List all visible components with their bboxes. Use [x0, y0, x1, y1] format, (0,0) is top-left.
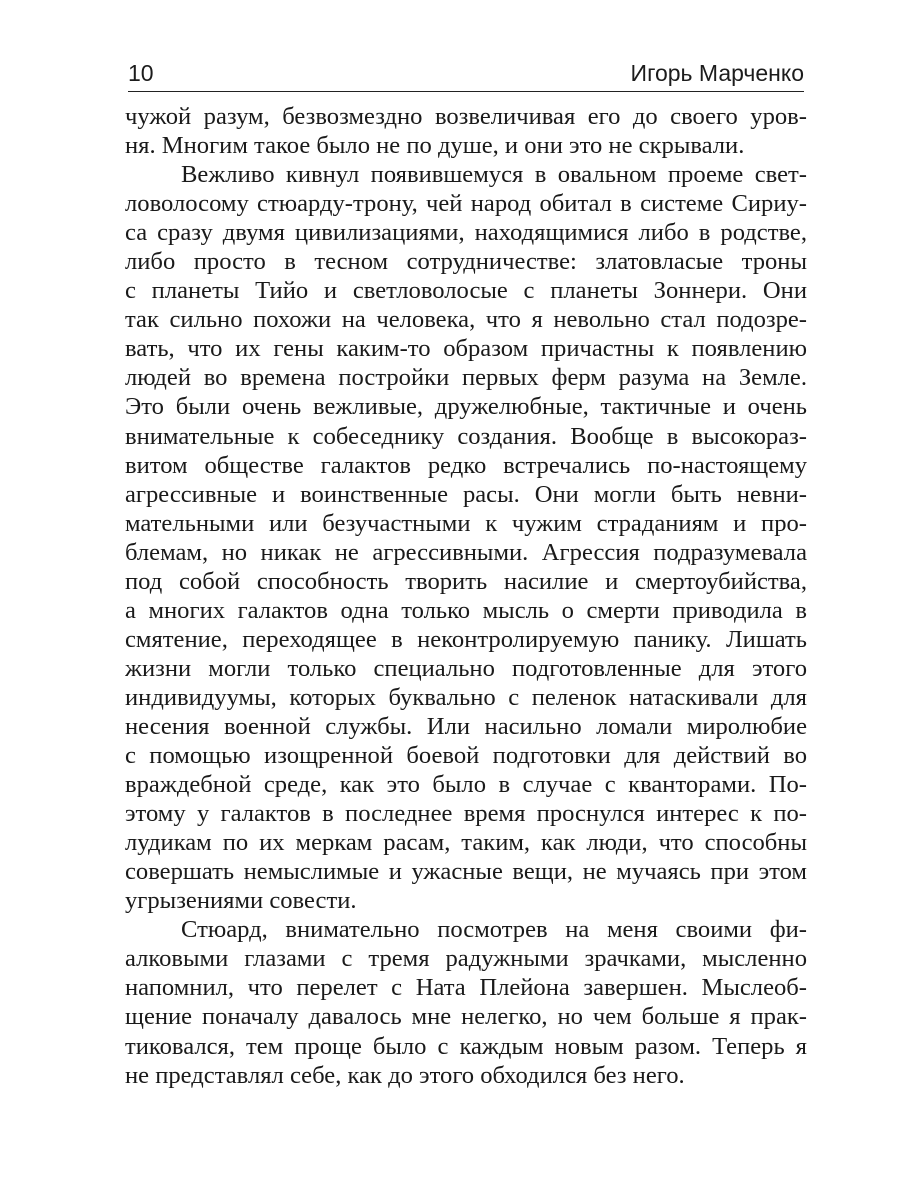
text-line: жизни могли только специально подготовленные для этого	[125, 654, 807, 682]
text-line: щение поначалу давалось мне нелегко, но чем больше я прак-	[125, 1003, 807, 1031]
text-line: с помощью изощренной боевой подготовки для действий во	[125, 742, 807, 770]
text-line: са сразу двумя цивилизациями, находящимися либо в родстве,	[125, 219, 807, 247]
running-head-author: Игорь Марченко	[630, 60, 804, 86]
text-line: алковыми глазами с тремя радужными зрачками, мысленно	[125, 945, 807, 973]
text-line: не представлял себе, как до этого обходился без него.	[125, 1061, 685, 1089]
text-line: ня. Многим такое было не по душе, и они это не скрывали.	[125, 132, 745, 160]
text-line: вать, что их гены каким-то образом причастны к появлению	[125, 335, 807, 363]
text-line: Это были очень вежливые, дружелюбные, тактичные и очень	[125, 393, 807, 421]
text-line: людей во времена постройки первых ферм разума на Земле.	[125, 364, 807, 392]
text-line: с планеты Тийо и светловолосые с планеты Зоннери. Они	[125, 277, 807, 305]
text-line: ловолосому стюарду-трону, чей народ обитал в системе Сириу-	[125, 190, 807, 218]
text-line: либо просто в тесном сотрудничестве: златовласые троны	[125, 248, 807, 276]
text-line: совершать немыслимые и ужасные вещи, не мучаясь при этом	[125, 858, 807, 886]
text-line: агрессивные и воинственные расы. Они могли быть невни-	[125, 480, 807, 508]
text-line: блемам, но никак не агрессивными. Агрессия подразумевала	[125, 538, 807, 566]
text-line: а многих галактов одна только мысль о смерти приводила в	[125, 596, 807, 624]
text-line: внимательные к собеседнику создания. Вообще в высокораз-	[125, 422, 807, 450]
text-line: витом обществе галактов редко встречались по-настоящему	[125, 451, 807, 479]
text-line: смятение, переходящее в неконтролируемую панику. Лишать	[125, 625, 807, 653]
text-line: угрызениями совести.	[125, 887, 357, 915]
page-header	[128, 55, 804, 92]
text-line: несения военной службы. Или насильно ломали миролюбие	[125, 712, 807, 740]
text-line: напомнил, что перелет с Ната Плейона завершен. Мыслеоб-	[125, 974, 807, 1002]
page-number: 10	[128, 60, 154, 86]
text-line: мательными или безучастными к чужим страданиям и про-	[125, 509, 807, 537]
text-line: лудикам по их меркам расам, таким, как люди, что способны	[125, 829, 807, 857]
text-line: так сильно похожи на человека, что я невольно стал подозре-	[125, 306, 807, 334]
text-line: враждебной среде, как это было в случае с кванторами. По-	[125, 771, 807, 799]
text-line: Стюард, внимательно посмотрев на меня своими фи-	[181, 916, 807, 944]
text-line: этому у галактов в последнее время проснулся интерес к по-	[125, 800, 807, 828]
body-text	[125, 102, 807, 1090]
text-line: индивидуумы, которых буквально с пеленок натаскивали для	[125, 683, 807, 711]
text-line: чужой разум, безвозмездно возвеличивая его до своего уров-	[125, 103, 807, 130]
text-line: под собой способность творить насилие и смертоубийства,	[125, 567, 807, 595]
text-line: тиковался, тем проще было с каждым новым разом. Теперь я	[125, 1032, 807, 1060]
text-line: Вежливо кивнул появившемуся в овальном проеме свет-	[181, 161, 807, 189]
